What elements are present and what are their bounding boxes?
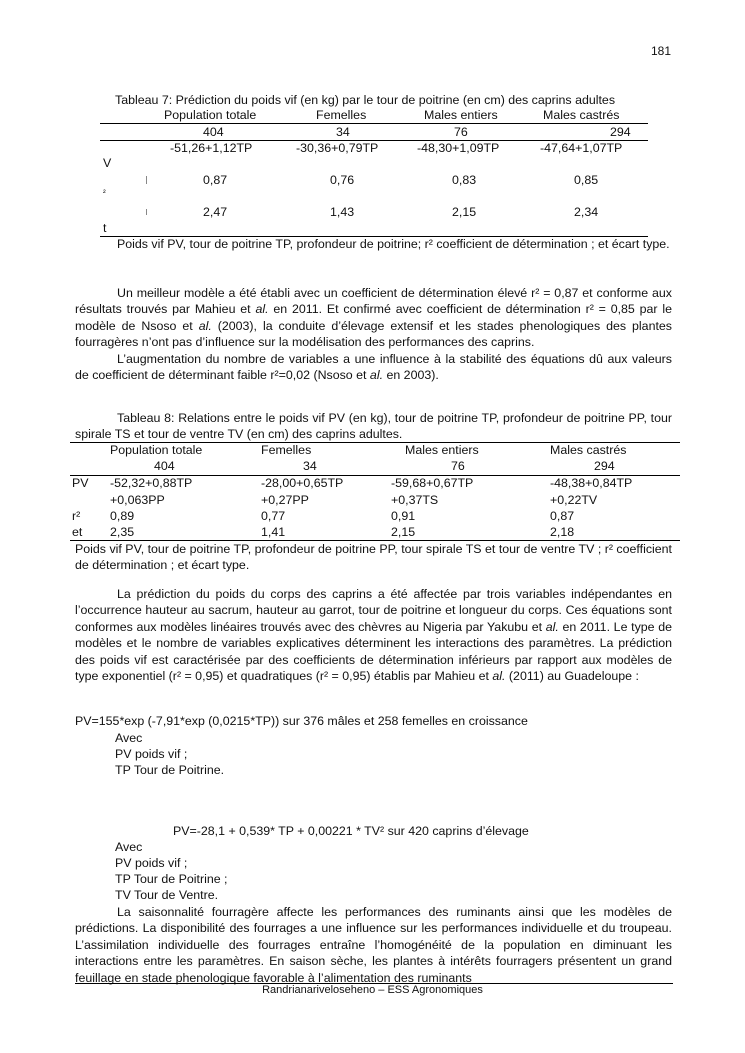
table8-et-males-castres: 2,18 [550, 525, 575, 539]
table8-et-males-entiers: 2,15 [391, 525, 416, 539]
table8-r2-femelles: 0,77 [261, 509, 286, 523]
table8-r2-population: 0,89 [110, 509, 135, 523]
text: en 2003). [383, 368, 439, 383]
table8-eq2-males-castres: +0,22TV [550, 493, 598, 507]
italic: al. [545, 619, 559, 634]
table8-eq2-population: +0,063PP [110, 493, 165, 507]
italic: al. [369, 368, 384, 383]
table7-eq-males-entiers: -48,30+1,09TP [417, 141, 500, 155]
table8-row-label-et: et [72, 525, 83, 539]
table7-et-femelles: 1,43 [330, 205, 355, 219]
paragraph-1 [75, 285, 672, 351]
table7-row-label-r2: ² [103, 188, 106, 197]
paragraph-2 [75, 351, 672, 384]
table8-caption-text: Tableau 8: Relations entre le poids vif PV (en kg), tour de poitrine TP, profondeur de poitrine PP, tour spirale TS et tour de ventre TV (en cm) des caprins adultes. [75, 411, 672, 442]
table7-et-population: 2,47 [203, 205, 228, 219]
table7-header-population: Population totale [164, 108, 257, 122]
body-paragraphs-1 [75, 285, 672, 383]
formula-2-def-tp: TP Tour de Poitrine ; [115, 872, 228, 886]
table8-note-text: Poids vif PV, tour de poitrine TP, profondeur de poitrine PP, tour spirale TS et tour de ventre TV ; r² coefficient de détermination ; et écart type. [75, 542, 672, 573]
table7 [100, 108, 648, 238]
text: en 2011. Et confirmé avec coefficient de détermination r² = 0,85 par le modèle de Nsoso et [75, 302, 672, 333]
table8-header-males-castres: Males castrés [550, 443, 627, 457]
body-paragraph-4 [75, 904, 672, 986]
table7-et-males-entiers: 2,15 [452, 205, 477, 219]
paragraph-4: La saisonnalité fourragère affecte les performances des ruminants ainsi que les modèles de prédictions. La disponibilité des fourrages a une influence sur les performances individuelle et du troupeau. L’assimilation individuelle des fourrages entraîne l’homogénéité de la population en diminuant les interactions entre les paramètres. En saison sèche, les plantes à intérêts fourragers présentent un grand feuillage en stade phenologique favorable à l’alimentation des ruminants [75, 905, 672, 985]
table7-tick [146, 176, 147, 184]
table7-rule [100, 123, 648, 124]
table7-header-males-castres: Males castrés [543, 108, 620, 122]
table8-row-label-r2: r² [72, 509, 81, 523]
table8-eq1-population: -52,32+0,88TP [110, 476, 193, 490]
text: (2011) au Guadeloupe : [505, 669, 639, 684]
table7-count-males-entiers: 76 [454, 125, 468, 139]
table8-r2-males-castres: 0,87 [550, 509, 575, 523]
italic: al. [255, 302, 269, 317]
text: Un meilleur modèle a été établi avec un coefficient de détermination élevé r² = 0,87 et conforme aux résultats trouvés par Mahieu et [75, 286, 672, 317]
formula-2-avec: Avec [115, 840, 143, 854]
italic: al. [198, 318, 212, 333]
table7-row-label-et: t [103, 221, 107, 235]
table7-r2-femelles: 0,76 [330, 173, 355, 187]
table7-eq-femelles: -30,36+0,79TP [296, 141, 379, 155]
table8-count-population: 404 [154, 459, 175, 473]
table8-eq1-femelles: -28,00+0,65TP [261, 476, 344, 490]
formula-1-def-pv: PV poids vif ; [115, 747, 188, 761]
table8-et-femelles: 1,41 [261, 525, 286, 539]
table7-header-males-entiers: Males entiers [424, 108, 498, 122]
table7-count-femelles: 34 [336, 125, 350, 139]
text: L’augmentation du nombre de variables a une influence à la stabilité des équations dû aux valeurs de coefficient de déterminant faible r²=0,02 (Nsoso et [75, 351, 672, 383]
formula-1-avec: Avec [115, 731, 143, 745]
formula-1-def-tp: TP Tour de Poitrine. [115, 763, 225, 777]
table8-header-femelles: Femelles [261, 443, 312, 457]
text: en 2011. Le type de modèles et le nombre de variables explicatives déterminent les interactions des paramètres. La prédiction des poids vif est caractérisée par des coefficients de détermination inférieurs par rapport aux modèles de type exponentiel (r² = 0,95) et quadratiques (r² = 0,95) établis par Mahieu et [75, 619, 672, 684]
formula-1: PV=155*exp (-7,91*exp (0,0215*TP)) sur 376 mâles et 258 femelles en croissance [75, 714, 528, 728]
table7-r2-population: 0,87 [203, 173, 228, 187]
table8-et-population: 2,35 [110, 525, 135, 539]
table8 [70, 442, 680, 542]
footer: Randrianarivelosehenо – ESS Agronomiques [262, 984, 483, 996]
table8-eq1-males-entiers: -59,68+0,67TP [391, 476, 474, 490]
table8-caption [75, 410, 672, 443]
page-number: 181 [651, 44, 672, 58]
table8-count-femelles: 34 [303, 459, 317, 473]
formula-2: PV=-28,1 + 0,539* TP + 0,00221 * TV² sur 420 caprins d’élevage [173, 824, 529, 838]
italic: al. [492, 669, 506, 684]
table7-eq-population: -51,26+1,12TP [170, 141, 253, 155]
table8-header-population: Population totale [110, 443, 203, 457]
table8-eq2-femelles: +0,27PP [261, 493, 309, 507]
table7-note-text: Poids vif PV, tour de poitrine TP, profondeur de poitrine; r² coefficient de détermination ; et écart type. [117, 237, 670, 251]
table7-r2-males-entiers: 0,83 [452, 173, 477, 187]
formula-2-def-tv: TV Tour de Ventre. [115, 888, 219, 902]
table8-count-males-entiers: 76 [451, 459, 465, 473]
table8-count-males-castres: 294 [594, 459, 615, 473]
table7-tick [146, 209, 147, 215]
table8-row-label-pv: PV [72, 476, 89, 490]
table7-eq-males-castres: -47,64+1,07TP [540, 141, 623, 155]
text: (2003), la conduite d’élevage extensif et les stades phenologiques des plantes fourragères n’ont pas d’influence sur la modélisation des performances des caprins. [75, 318, 672, 350]
table8-header-males-entiers: Males entiers [405, 443, 479, 457]
body-paragraph-3 [75, 586, 672, 684]
formula-2-def-pv: PV poids vif ; [115, 856, 188, 870]
table7-note [75, 236, 672, 252]
table8-eq2-males-entiers: +0,37TS [391, 493, 439, 507]
table7-row-label-pv: V [103, 156, 112, 170]
table7-count-population: 404 [203, 125, 224, 139]
table8-r2-males-entiers: 0,91 [391, 509, 416, 523]
table7-header-femelles: Femelles [316, 108, 367, 122]
text: La prédiction du poids du corps des caprins a été affectée par trois variables indépendantes en l’occurrence hauteur au sacrum, hauteur au garrot, tour de poitrine et longueur du corps. Ces équations sont conformes aux modèles linéaires trouvés avec des chèvres au Nigeria par Yakubu et [75, 587, 672, 634]
table7-caption: Tableau 7: Prédiction du poids vif (en kg) par le tour de poitrine (en cm) des caprins adultes [115, 93, 616, 107]
table7-r2-males-castres: 0,85 [574, 173, 599, 187]
table7-count-males-castres: 294 [610, 125, 631, 139]
paragraph-3 [75, 586, 672, 684]
table8-note [75, 541, 672, 574]
table7-et-males-castres: 2,34 [574, 205, 599, 219]
table8-eq1-males-castres: -48,38+0,84TP [550, 476, 633, 490]
